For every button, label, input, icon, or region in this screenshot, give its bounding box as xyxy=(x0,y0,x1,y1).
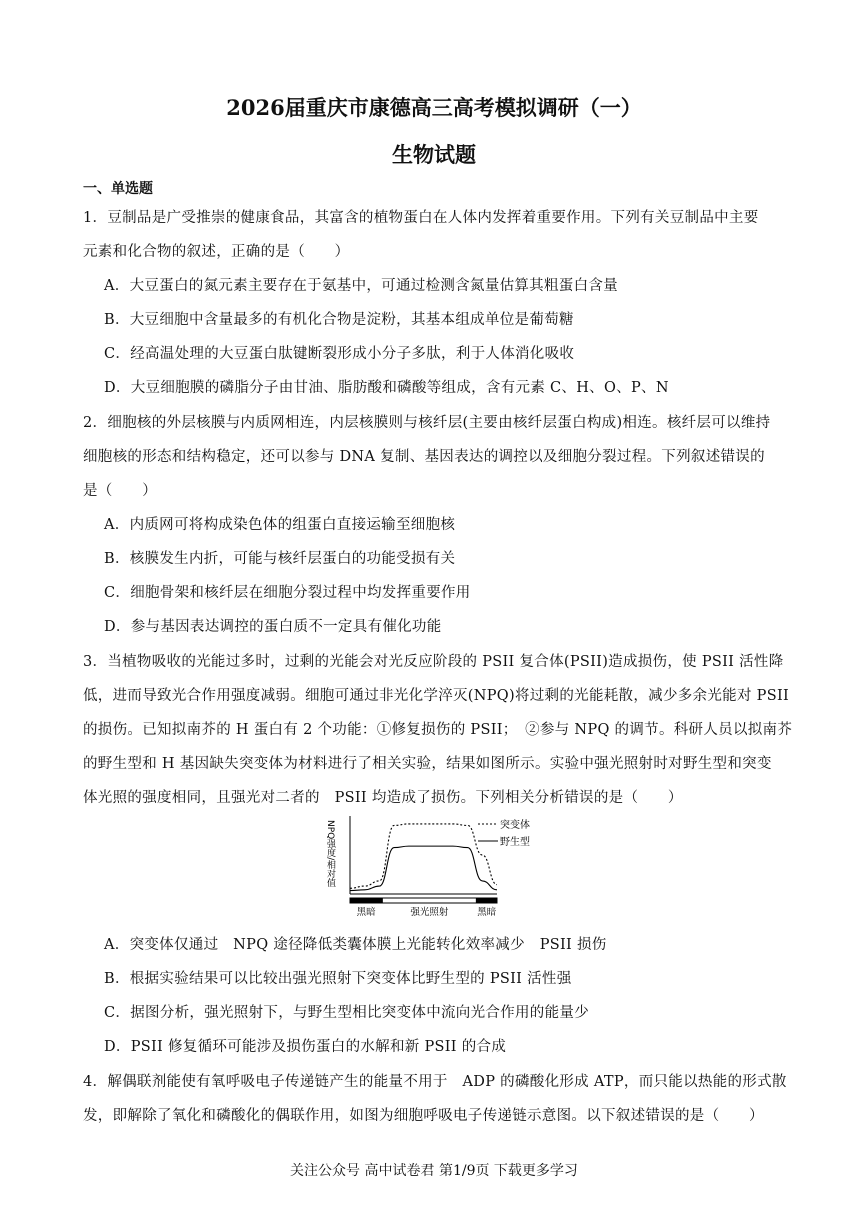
page-footer: 关注公众号 高中试卷君 第1/9页 下载更多学习 xyxy=(290,1163,578,1179)
question-2-line: 2．细胞核的外层核膜与内质网相连，内层核膜则与核纤层(主要由核纤层蛋白构成)相连。核纤层可以维持 xyxy=(83,415,771,431)
question-2-option-a: A．内质网可将构成染色体的组蛋白直接运输至细胞核 xyxy=(104,517,456,533)
question-2-option-d: D．参与基因表达调控的蛋白质不一定具有催化功能 xyxy=(104,619,442,635)
npq-chart xyxy=(322,812,542,924)
y-axis-label: NPQ强度/相对值 xyxy=(325,820,335,888)
question-2-option-b: B．核膜发生内折，可能与核纤层蛋白的功能受损有关 xyxy=(104,551,456,567)
question-2-line: 细胞核的形态和结构稳定，还可以参与 DNA 复制、基因表达的调控以及细胞分裂过程。下列叙述错误的 xyxy=(83,449,765,465)
period-bar-segment xyxy=(382,898,476,903)
page-title: 2026届重庆市康德高三高考模拟调研（一） xyxy=(226,95,642,120)
question-1-option-c: C．经高温处理的大豆蛋白肽键断裂形成小分子多肽，利于人体消化吸收 xyxy=(104,346,575,362)
legend-label: 突变体 xyxy=(500,820,530,831)
question-3-option-c: C．据图分析，强光照射下，与野生型相比突变体中流向光合作用的能量少 xyxy=(104,1005,589,1021)
series-line-wildtype xyxy=(350,846,497,890)
question-4-line: 4．解偶联剂能使有氧呼吸电子传递链产生的能量不用于 ADP 的磷酸化形成 ATP，而只能以热能的形式散 xyxy=(83,1074,787,1090)
question-3-line: 的损伤。已知拟南芥的 H 蛋白有 2 个功能：①修复损伤的 PSII； ②参与 NPQ 的调节。科研人员以拟南芥 xyxy=(83,722,793,738)
series-line-mutant xyxy=(350,824,497,888)
question-2-option-c: C．细胞骨架和核纤层在细胞分裂过程中均发挥重要作用 xyxy=(104,585,471,601)
question-3-option-b: B．根据实验结果可以比较出强光照射下突变体比野生型的 PSII 活性强 xyxy=(104,971,572,987)
question-1-line: 元素和化合物的叙述，正确的是（ ） xyxy=(83,244,350,260)
question-4-line: 发，即解除了氧化和磷酸化的偶联作用，如图为细胞呼吸电子传递链示意图。以下叙述错误的是（ ） xyxy=(83,1108,764,1124)
question-1-line: 1．豆制品是广受推崇的健康食品，其富含的植物蛋白在人体内发挥着重要作用。下列有关豆制品中主要 xyxy=(83,210,759,226)
period-label: 黑暗 xyxy=(477,907,497,918)
period-label: 强光照射 xyxy=(410,907,449,918)
question-3-line: 3．当植物吸收的光能过多时，过剩的光能会对光反应阶段的 PSII 复合体(PSII)造成损伤，使 PSII 活性降 xyxy=(83,654,784,670)
question-1-option-a: A．大豆蛋白的氮元素主要存在于氨基中，可通过检测含氮量估算其粗蛋白含量 xyxy=(104,278,618,294)
legend-label: 野生型 xyxy=(500,837,530,848)
question-3-line: 的野生型和 H 基因缺失突变体为材料进行了相关实验，结果如图所示。实验中强光照射时对野生型和突变 xyxy=(83,756,772,772)
period-label: 黑暗 xyxy=(356,907,376,918)
question-1-option-b: B．大豆细胞中含量最多的有机化合物是淀粉，其基本组成单位是葡萄糖 xyxy=(104,312,574,328)
question-3-option-a: A．突变体仅通过 NPQ 途径降低类囊体膜上光能转化效率减少 PSII 损伤 xyxy=(104,937,607,953)
question-3-line: 体光照的强度相同，且强光对二者的 PSII 均造成了损伤。下列相关分析错误的是（ ） xyxy=(83,790,683,806)
period-bar-segment xyxy=(476,898,497,903)
page-subtitle: 生物试题 xyxy=(392,142,476,167)
period-bar-segment xyxy=(350,898,382,903)
question-3-option-d: D．PSII 修复循环可能涉及损伤蛋白的水解和新 PSII 的合成 xyxy=(104,1039,507,1055)
question-2-line: 是（ ） xyxy=(83,483,157,499)
section-heading: 一、单选题 xyxy=(83,181,153,197)
question-1-option-d: D．大豆细胞膜的磷脂分子由甘油、脂肪酸和磷酸等组成，含有元素 C、H、O、P、N xyxy=(104,380,669,396)
question-3-line: 低，进而导致光合作用强度减弱。细胞可通过非光化学淬灭(NPQ)将过剩的光能耗散，减少多余光能对 PSII xyxy=(83,688,789,704)
